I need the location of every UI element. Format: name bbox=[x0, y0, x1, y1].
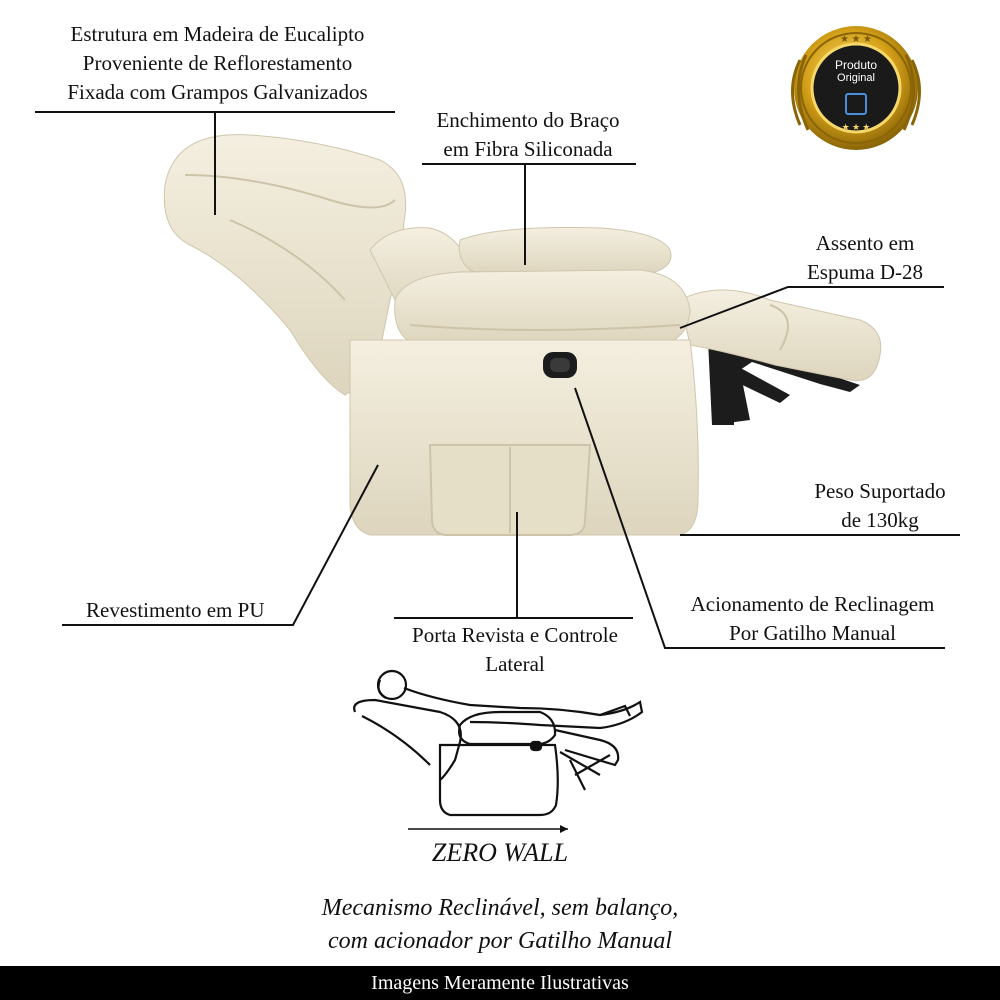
label-peso-line-1: Peso Suportado bbox=[814, 479, 946, 503]
label-estrutura-line-1: Estrutura em Madeira de Eucalipto bbox=[70, 22, 365, 46]
mechanism-caption bbox=[0, 892, 1000, 958]
label-acionamento-line-2: Por Gatilho Manual bbox=[729, 621, 896, 645]
label-assento bbox=[790, 229, 940, 287]
label-estrutura-line-2: Proveniente de Reflorestamento bbox=[82, 51, 353, 75]
label-acionamento bbox=[675, 590, 950, 648]
label-enchimento-line-2: em Fibra Siliconada bbox=[443, 137, 613, 161]
label-estrutura-line-3: Fixada com Grampos Galvanizados bbox=[67, 80, 368, 104]
label-enchimento-line-1: Enchimento do Braço bbox=[436, 108, 620, 132]
label-estrutura bbox=[40, 20, 395, 107]
label-assento-line-1: Assento em bbox=[815, 231, 915, 255]
label-peso bbox=[790, 477, 970, 535]
svg-text:★ ★ ★: ★ ★ ★ bbox=[840, 34, 872, 45]
zero-wall-title: ZERO WALL bbox=[431, 838, 569, 867]
recliner-chair bbox=[164, 135, 881, 535]
label-revestimento: Revestimento em PU bbox=[86, 598, 265, 622]
label-assento-line-2: Espuma D-28 bbox=[806, 260, 924, 284]
label-porta bbox=[390, 621, 640, 679]
original-product-badge bbox=[793, 26, 920, 150]
badge-line-1: Produto bbox=[834, 58, 878, 72]
label-enchimento bbox=[420, 106, 636, 164]
arm-cushion bbox=[395, 270, 690, 345]
badge-line-2: Original bbox=[837, 72, 875, 84]
label-peso-line-2: de 130kg bbox=[841, 508, 919, 532]
mechanism-line-1: Mecanismo Reclinável, sem balanço, bbox=[321, 895, 679, 921]
label-porta-line-1: Porta Revista e Controle bbox=[412, 623, 618, 647]
footer-disclaimer: Imagens Meramente Ilustrativas bbox=[0, 966, 1000, 1000]
svg-text:★ ★ ★: ★ ★ ★ bbox=[841, 122, 871, 132]
label-porta-line-2: Lateral bbox=[485, 652, 545, 676]
mechanism-line-2: com acionador por Gatilho Manual bbox=[328, 928, 672, 954]
label-acionamento-line-1: Acionamento de Reclinagem bbox=[690, 592, 935, 616]
zero-wall-diagram bbox=[354, 671, 642, 833]
